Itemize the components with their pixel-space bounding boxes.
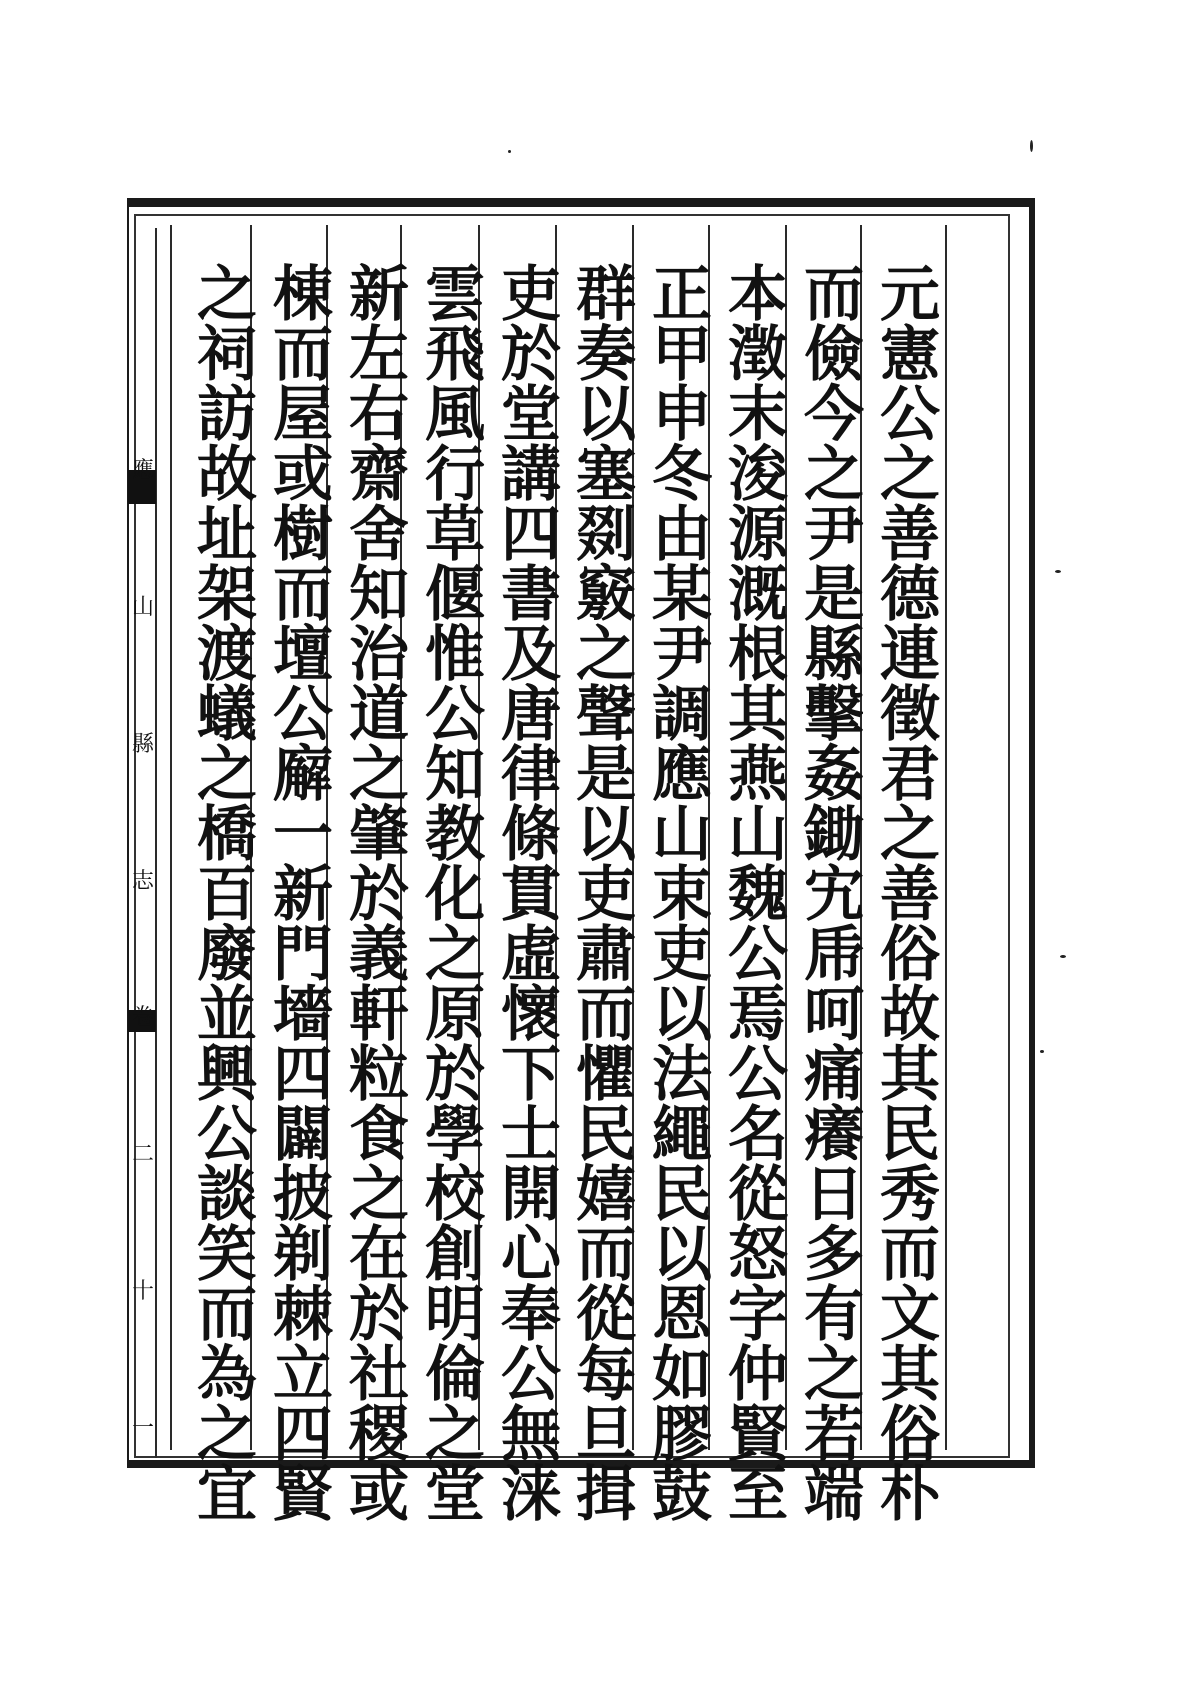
- glyph: 開: [501, 1160, 561, 1230]
- glyph: 而: [197, 1280, 257, 1350]
- glyph: 創: [425, 1220, 485, 1290]
- glyph: 屋: [273, 380, 333, 450]
- glyph: 橋: [197, 800, 257, 870]
- glyph: 每: [576, 1340, 636, 1410]
- glyph: 闢: [273, 1100, 333, 1170]
- glyph: 君: [880, 740, 940, 810]
- glyph: 繩: [652, 1100, 712, 1170]
- glyph: 澂: [728, 320, 788, 390]
- glyph: 之: [880, 440, 940, 510]
- glyph: 倫: [425, 1340, 485, 1410]
- glyph: 道: [349, 680, 409, 750]
- glyph: 若: [804, 1400, 864, 1470]
- glyph: 軒: [349, 980, 409, 1050]
- glyph: 舍: [349, 500, 409, 570]
- glyph: 肅: [576, 920, 636, 990]
- glyph: 申: [652, 380, 712, 450]
- margin-glyph: 二: [131, 1142, 154, 1168]
- glyph: 公: [728, 1040, 788, 1110]
- glyph: 甲: [652, 320, 712, 390]
- margin-glyph: 卷: [131, 1005, 154, 1031]
- glyph: 披: [273, 1160, 333, 1230]
- glyph: 朴: [880, 1460, 940, 1530]
- glyph: 之: [576, 620, 636, 690]
- glyph: 門: [273, 920, 333, 990]
- glyph: 粒: [349, 1040, 409, 1110]
- glyph: 故: [197, 440, 257, 510]
- glyph: 於: [425, 1040, 485, 1110]
- glyph: 仲: [728, 1340, 788, 1410]
- glyph: 肇: [349, 800, 409, 870]
- glyph: 俗: [880, 920, 940, 990]
- glyph: 奏: [576, 320, 636, 390]
- glyph: 剃: [273, 1220, 333, 1290]
- glyph: 字: [728, 1280, 788, 1350]
- glyph: 社: [349, 1340, 409, 1410]
- glyph: 膠: [652, 1400, 712, 1470]
- glyph: 心: [501, 1220, 561, 1290]
- glyph: 蟻: [197, 680, 257, 750]
- ink-speck: [1055, 570, 1061, 573]
- glyph: 貫: [501, 860, 561, 930]
- ink-speck: [508, 150, 511, 153]
- glyph: 並: [197, 980, 257, 1050]
- glyph: 右: [349, 380, 409, 450]
- glyph: 公: [273, 680, 333, 750]
- glyph: 立: [273, 1340, 333, 1410]
- glyph: 其: [728, 680, 788, 750]
- glyph: 懼: [576, 1040, 636, 1110]
- glyph: 擊: [804, 680, 864, 750]
- glyph: 四: [501, 500, 561, 570]
- glyph: 校: [425, 1160, 485, 1230]
- glyph: 聲: [576, 680, 636, 750]
- glyph: 善: [880, 500, 940, 570]
- glyph: 食: [349, 1100, 409, 1170]
- glyph: 癢: [804, 1100, 864, 1170]
- glyph: 齋: [349, 440, 409, 510]
- glyph: 溉: [728, 560, 788, 630]
- glyph: 堂: [425, 1460, 485, 1530]
- glyph: 善: [880, 860, 940, 930]
- glyph: 魏: [728, 860, 788, 930]
- glyph: 公: [197, 1100, 257, 1170]
- glyph: 公: [425, 680, 485, 750]
- glyph: 樹: [273, 500, 333, 570]
- margin-glyph: 山: [131, 594, 154, 620]
- glyph: 為: [197, 1340, 257, 1410]
- glyph: 飛: [425, 320, 485, 390]
- glyph: 塞: [576, 440, 636, 510]
- glyph: 而: [576, 1220, 636, 1290]
- glyph: 化: [425, 860, 485, 930]
- glyph: 恩: [652, 1280, 712, 1350]
- glyph: 惟: [425, 620, 485, 690]
- glyph: 懷: [501, 980, 561, 1050]
- glyph: 旦: [576, 1400, 636, 1470]
- text-column: [487, 260, 575, 1530]
- glyph: 竅: [576, 560, 636, 630]
- glyph: 而: [804, 260, 864, 330]
- glyph: 廢: [197, 920, 257, 990]
- glyph: 從: [576, 1280, 636, 1350]
- text-column: [638, 260, 726, 1530]
- glyph: 冬: [652, 440, 712, 510]
- glyph: 於: [349, 1280, 409, 1350]
- glyph: 之: [880, 800, 940, 870]
- glyph: 群: [576, 260, 636, 330]
- glyph: 談: [197, 1160, 257, 1230]
- glyph: 有: [804, 1280, 864, 1350]
- glyph: 民: [576, 1100, 636, 1170]
- glyph: 或: [349, 1460, 409, 1530]
- glyph: 正: [652, 260, 712, 330]
- glyph: 是: [576, 740, 636, 810]
- ink-speck: [1030, 140, 1033, 152]
- glyph: 祠: [197, 320, 257, 390]
- glyph: 賢: [728, 1400, 788, 1470]
- glyph: 左: [349, 320, 409, 390]
- glyph: 根: [728, 620, 788, 690]
- glyph: 以: [576, 380, 636, 450]
- glyph: 是: [804, 560, 864, 630]
- glyph: 秀: [880, 1160, 940, 1230]
- glyph: 山: [728, 800, 788, 870]
- glyph: 至: [728, 1460, 788, 1530]
- glyph: 而: [273, 560, 333, 630]
- glyph: 之: [197, 1400, 257, 1470]
- margin-glyph: 縣: [131, 731, 154, 757]
- glyph: 之: [197, 260, 257, 330]
- glyph: 𠂰: [804, 920, 864, 990]
- glyph: 義: [349, 920, 409, 990]
- glyph: 法: [652, 1040, 712, 1110]
- glyph: 鼓: [652, 1460, 712, 1530]
- glyph: 以: [652, 1220, 712, 1290]
- glyph: 吏: [501, 260, 561, 330]
- ink-speck: [1040, 1050, 1044, 1053]
- glyph: 連: [880, 620, 940, 690]
- glyph: 墻: [273, 980, 333, 1050]
- glyph: 稷: [349, 1400, 409, 1470]
- glyph: 雲: [425, 260, 485, 330]
- glyph: 怒: [728, 1220, 788, 1290]
- glyph: 民: [880, 1100, 940, 1170]
- glyph: 草: [425, 500, 485, 570]
- glyph: 四: [273, 1040, 333, 1110]
- glyph: 四: [273, 1400, 333, 1470]
- glyph: 而: [273, 320, 333, 390]
- glyph: 虛: [501, 920, 561, 990]
- text-column: [790, 260, 878, 1530]
- text-column: [335, 260, 423, 1530]
- margin-glyph: 十: [131, 1279, 154, 1305]
- glyph: 吏: [652, 920, 712, 990]
- glyph: 於: [501, 320, 561, 390]
- glyph: 或: [273, 440, 333, 510]
- glyph: 名: [728, 1100, 788, 1170]
- glyph: 多: [804, 1220, 864, 1290]
- glyph: 之: [804, 1340, 864, 1410]
- glyph: 鋤: [804, 800, 864, 870]
- margin-strip-text: [130, 460, 156, 1440]
- glyph: 俗: [880, 1400, 940, 1470]
- glyph: 棟: [273, 260, 333, 330]
- glyph: 末: [728, 380, 788, 450]
- glyph: 下: [501, 1040, 561, 1110]
- glyph: 今: [804, 380, 864, 450]
- glyph: 以: [652, 980, 712, 1050]
- glyph: 宄: [804, 860, 864, 930]
- glyph: 吏: [576, 860, 636, 930]
- text-column: [259, 260, 347, 1530]
- glyph: 偃: [425, 560, 485, 630]
- glyph: 其: [880, 1340, 940, 1410]
- glyph: 而: [576, 980, 636, 1050]
- glyph: 公: [728, 920, 788, 990]
- glyph: 百: [197, 860, 257, 930]
- glyph: 姦: [804, 740, 864, 810]
- glyph: 尹: [652, 620, 712, 690]
- glyph: 奉: [501, 1280, 561, 1350]
- glyph: 棘: [273, 1280, 333, 1350]
- glyph: 之: [425, 1400, 485, 1470]
- glyph: 從: [728, 1160, 788, 1230]
- glyph: 渡: [197, 620, 257, 690]
- glyph: 文: [880, 1280, 940, 1350]
- glyph: 新: [273, 860, 333, 930]
- glyph: 之: [349, 740, 409, 810]
- glyph: 山: [652, 800, 712, 870]
- glyph: 風: [425, 380, 485, 450]
- margin-glyph: 應: [131, 458, 154, 483]
- glyph: 條: [501, 800, 561, 870]
- text-column: [866, 260, 954, 1530]
- glyph: 由: [652, 500, 712, 570]
- glyph: 一: [273, 800, 333, 870]
- glyph: 士: [501, 1100, 561, 1170]
- glyph: 剟: [576, 500, 636, 570]
- glyph: 明: [425, 1280, 485, 1350]
- glyph: 址: [197, 500, 257, 570]
- glyph: 無: [501, 1400, 561, 1470]
- glyph: 賢: [273, 1460, 333, 1530]
- glyph: 縣: [804, 620, 864, 690]
- glyph: 調: [652, 680, 712, 750]
- glyph: 揖: [576, 1460, 636, 1530]
- glyph: 日: [804, 1160, 864, 1230]
- glyph: 束: [652, 860, 712, 930]
- glyph: 以: [576, 800, 636, 870]
- glyph: 架: [197, 560, 257, 630]
- glyph: 應: [652, 740, 712, 810]
- glyph: 故: [880, 980, 940, 1050]
- glyph: 浚: [728, 440, 788, 510]
- glyph: 教: [425, 800, 485, 870]
- glyph: 涞: [501, 1460, 561, 1530]
- glyph: 如: [652, 1340, 712, 1410]
- glyph: 堂: [501, 380, 561, 450]
- glyph: 源: [728, 500, 788, 570]
- margin-glyph: 一: [131, 1415, 154, 1441]
- glyph: 端: [804, 1460, 864, 1530]
- glyph: 宜: [197, 1460, 257, 1530]
- glyph: 呵: [804, 980, 864, 1050]
- glyph: 知: [425, 740, 485, 810]
- glyph: 之: [425, 920, 485, 990]
- glyph: 嬉: [576, 1160, 636, 1230]
- glyph: 知: [349, 560, 409, 630]
- glyph: 行: [425, 440, 485, 510]
- glyph: 某: [652, 560, 712, 630]
- glyph: 書: [501, 560, 561, 630]
- glyph: 公: [880, 380, 940, 450]
- glyph: 於: [349, 860, 409, 930]
- glyph: 新: [349, 260, 409, 330]
- glyph: 徵: [880, 680, 940, 750]
- glyph: 燕: [728, 740, 788, 810]
- glyph: 之: [804, 440, 864, 510]
- margin-glyph: 志: [131, 868, 154, 894]
- glyph: 興: [197, 1040, 257, 1110]
- glyph: 唐: [501, 680, 561, 750]
- glyph: 民: [652, 1160, 712, 1230]
- glyph: 痛: [804, 1040, 864, 1110]
- glyph: 其: [880, 1040, 940, 1110]
- glyph: 笑: [197, 1220, 257, 1290]
- glyph: 德: [880, 560, 940, 630]
- glyph: 學: [425, 1100, 485, 1170]
- text-column: [411, 260, 499, 1530]
- glyph: 訪: [197, 380, 257, 450]
- glyph: 及: [501, 620, 561, 690]
- glyph: 治: [349, 620, 409, 690]
- text-column: [183, 260, 271, 1530]
- text-column: [562, 260, 650, 1530]
- glyph: 憲: [880, 320, 940, 390]
- glyph: 焉: [728, 980, 788, 1050]
- glyph: 公: [501, 1340, 561, 1410]
- glyph: 律: [501, 740, 561, 810]
- glyph: 講: [501, 440, 561, 510]
- glyph: 在: [349, 1220, 409, 1290]
- glyph: 原: [425, 980, 485, 1050]
- ink-speck: [1060, 955, 1066, 958]
- glyph: 而: [880, 1220, 940, 1290]
- glyph: 壇: [273, 620, 333, 690]
- glyph: 之: [349, 1160, 409, 1230]
- glyph: 本: [728, 260, 788, 330]
- glyph: 元: [880, 260, 940, 330]
- glyph: 尹: [804, 500, 864, 570]
- glyph: 儉: [804, 320, 864, 390]
- column-divider: [170, 225, 172, 1450]
- text-column: [714, 260, 802, 1530]
- glyph: 之: [197, 740, 257, 810]
- glyph: 廨: [273, 740, 333, 810]
